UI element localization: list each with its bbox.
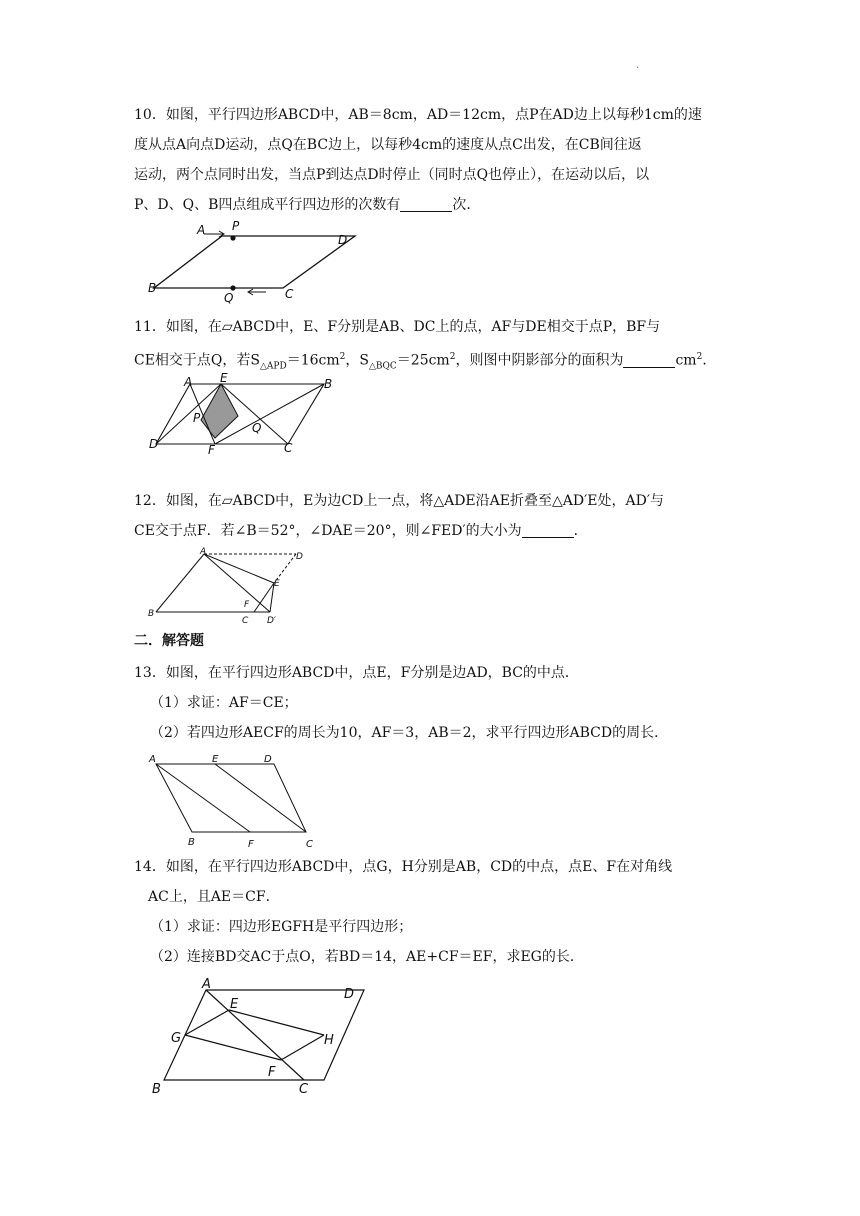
segment-ge — [185, 1010, 229, 1035]
shaded-quadrilateral — [201, 384, 238, 438]
q11-sup-3: 2 — [696, 352, 703, 362]
section-title: 二．解答题 — [134, 633, 204, 649]
label-h: H — [324, 1033, 334, 1048]
label-q: Q — [224, 291, 234, 305]
parallelogram — [156, 764, 306, 832]
label-d: D — [344, 987, 355, 1002]
q10-line-4: P、D、Q、B四点组成平行四边形的次数有 — [134, 197, 401, 213]
segment-ec — [215, 764, 306, 832]
point-q — [230, 285, 235, 290]
q10-line-1: 10．如图，平行四边形ABCD中，AB＝8cm，AD＝12cm，点P在AD边上以每秒1cm的速 — [134, 107, 702, 123]
segment-fh — [281, 1035, 324, 1060]
q11-sup-1: 2 — [339, 352, 346, 362]
label-d: D — [264, 754, 272, 765]
label-f: F — [268, 1065, 276, 1080]
answer-blank — [623, 353, 675, 368]
label-e: E — [274, 579, 280, 589]
q12-line-1: 12．如图，在▱ABCD中，E为边CD上一点，将△ADE沿AE折叠至△AD′E处，AD′与 — [134, 493, 664, 509]
q11-sup-2: 2 — [449, 352, 456, 362]
q14-sub-2: （2）连接BD交AC于点O，若BD＝14，AE+CF＝EF，求EG的长． — [150, 949, 584, 965]
label-b: B — [148, 281, 157, 295]
label-b: B — [152, 1082, 161, 1097]
label-f: F — [244, 600, 250, 610]
q10-line-2: 度从点A向点D运动，点Q在BC边上，以每秒4cm的速度从点C出发，在CB间往返 — [134, 137, 642, 153]
label-c: C — [284, 441, 293, 455]
q11-line-2b: ＝16cm — [286, 352, 340, 369]
q12-end: ． — [573, 523, 588, 539]
segment-gf — [185, 1035, 281, 1060]
label-a: A — [200, 547, 207, 557]
q14-sub-1: （1）求证：四边形EGFH是平行四边形； — [150, 919, 413, 935]
label-f: F — [208, 443, 215, 457]
question-10 — [134, 100, 734, 220]
q12-figure — [146, 548, 326, 628]
q14-line-2: AC上，且AE＝CF． — [148, 889, 280, 905]
q10-tail: 次． — [452, 197, 481, 213]
q11-line-2d: ＝25cm — [396, 352, 450, 369]
label-c: C — [285, 287, 294, 301]
label-d: D — [149, 437, 159, 451]
q13-sub-1: （1）求证：AF＝CE； — [150, 695, 298, 711]
question-12 — [134, 486, 734, 546]
segment-ae — [204, 554, 274, 583]
q12-line-2: CE交于点F．若∠B＝52°，∠DAE＝20°，则∠FED′的大小为 — [134, 523, 522, 539]
q11-line-1: 11．如图，在▱ABCD中，E、F分别是AB、DC上的点，AF与DE相交于点P，BF与 — [134, 319, 661, 335]
label-a: A — [149, 754, 156, 765]
label-d-prime: D′ — [267, 616, 276, 626]
label-p: P — [193, 411, 201, 425]
q11-unit: cm — [675, 352, 697, 369]
label-q: Q — [252, 421, 262, 435]
parallelogram — [154, 236, 355, 288]
q11-line-2a: CE相交于点Q，若S — [134, 352, 260, 369]
question-13 — [134, 658, 734, 748]
label-a: A — [202, 977, 211, 992]
label-p: P — [232, 219, 240, 233]
parallelogram — [164, 990, 364, 1080]
q11-sub-bqc: △BQC — [368, 361, 397, 372]
answer-blank — [400, 197, 452, 212]
label-a: A — [197, 223, 206, 237]
q10-figure — [140, 219, 370, 306]
label-d: D — [296, 552, 303, 562]
q10-line-3: 运动，两个点同时出发，当点P到达点D时停止（同时点Q也停止），在运动以后，以 — [134, 167, 650, 183]
side-ab — [156, 554, 204, 612]
label-c: C — [242, 616, 249, 626]
q11-figure — [146, 371, 346, 457]
label-c: C — [306, 839, 313, 850]
label-e: E — [212, 754, 219, 765]
question-14 — [134, 852, 734, 972]
label-d: D — [338, 233, 348, 247]
segment-af — [156, 764, 250, 832]
point-p — [230, 235, 235, 240]
q13-figure — [146, 752, 326, 852]
label-a: A — [184, 375, 193, 389]
parallelogram — [156, 384, 324, 444]
label-g: G — [171, 1031, 182, 1046]
label-e: E — [230, 997, 239, 1012]
q11-end: ． — [702, 352, 717, 369]
label-f: F — [248, 839, 254, 850]
page-mark: . — [636, 60, 640, 71]
answer-blank — [522, 523, 574, 538]
diagonal-ac — [206, 990, 304, 1080]
label-b: B — [188, 837, 195, 848]
q11-line-2e: ，则图中阴影部分的面积为 — [455, 352, 624, 369]
label-b: B — [324, 377, 333, 391]
label-c: C — [299, 1082, 309, 1097]
segment-ad2 — [204, 554, 270, 612]
q11-line-2c: ，S — [345, 352, 369, 369]
label-e: E — [220, 371, 228, 385]
q14-figure — [146, 976, 376, 1100]
segment-eh — [229, 1010, 324, 1035]
label-b: B — [148, 609, 155, 619]
q11-sub-apd: △APD — [260, 361, 287, 372]
q13-sub-2: （2）若四边形AECF的周长为10，AF＝3，AB＝2，求平行四边形ABCD的周长． — [150, 725, 669, 741]
q13-line-1: 13．如图，在平行四边形ABCD中，点E，F分别是边AD，BC的中点． — [134, 665, 579, 681]
q14-line-1: 14．如图，在平行四边形ABCD中，点G，H分别是AB，CD的中点，点E、F在对角线 — [134, 859, 673, 875]
